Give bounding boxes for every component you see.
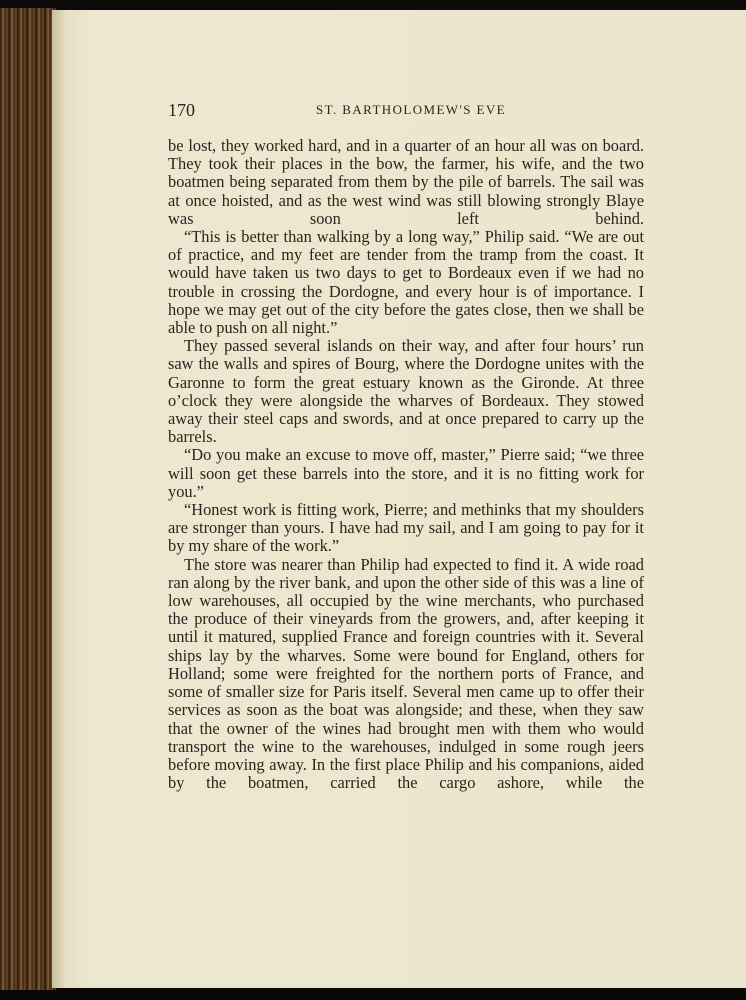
paragraph-4: “Do you make an excuse to move off, master,” Pierre said; “we three will soon get these barrels into the store, and it is no fitting work for you.” xyxy=(168,445,644,501)
paragraph-5: “Honest work is fitting work, Pierre; and methinks that my shoulders are stronger than yours. I have had my sail, and I am going to pay for it by my share of the work.” xyxy=(168,500,644,556)
book-page-edges xyxy=(0,8,56,992)
paragraph-1: be lost, they worked hard, and in a quarter of an hour all was on board. They took their places in the bow, the farmer, his wife, and the two boatmen being separated from them by the pile of barrels. The sail was at once hoisted, and as the west wind was still blowing strongly Blaye was soon left behind. xyxy=(168,136,644,228)
page-header xyxy=(168,100,644,124)
running-head: ST. BARTHOLOMEW'S EVE xyxy=(316,102,506,117)
page-number: 170 xyxy=(168,100,195,120)
paragraph-6: The store was nearer than Philip had expected to find it. A wide road ran along by the river bank, and upon the other side of this was a line of low warehouses, all occupied by the wine merchants, who purchased the produce of their vineyards from the growers, and, after keeping it until it matured, supplied France and foreign countries with it. Several ships lay by the wharves. Some were bound for England, others for Holland; some were freighted for the northern ports of France, and some of smaller size for Paris itself. Several men came up to offer their services as soon as the boat was alongside; and these, when they saw that the owner of the wines had brought men with them who would transport the wine to the warehouses, indulged in some rough jeers before moving away. In the first place Philip and his companions, aided by the boatmen, carried the cargo ashore, while the xyxy=(168,554,644,793)
paragraph-2: “This is better than walking by a long way,” Philip said. “We are out of practice, and my feet are tender from the tramp from the coast. It would have taken us two days to get to Bordeaux even if we had no trouble in crossing the Dordogne, and every hour is of importance. I hope we may get out of the city before the gates close, then we shall be able to push on all night.” xyxy=(168,227,644,338)
body-text xyxy=(168,137,644,792)
paragraph-3: They passed several islands on their way, and after four hours’ run saw the walls and spires of Bourg, where the Dordogne unites with the Garonne to form the great estuary known as the Gironde. At three o’clock they were alongside the wharves of Bordeaux. They stowed away their steel caps and swords, and at once prepared to carry up the barrels. xyxy=(168,336,644,447)
bottom-shadow xyxy=(0,990,746,1000)
